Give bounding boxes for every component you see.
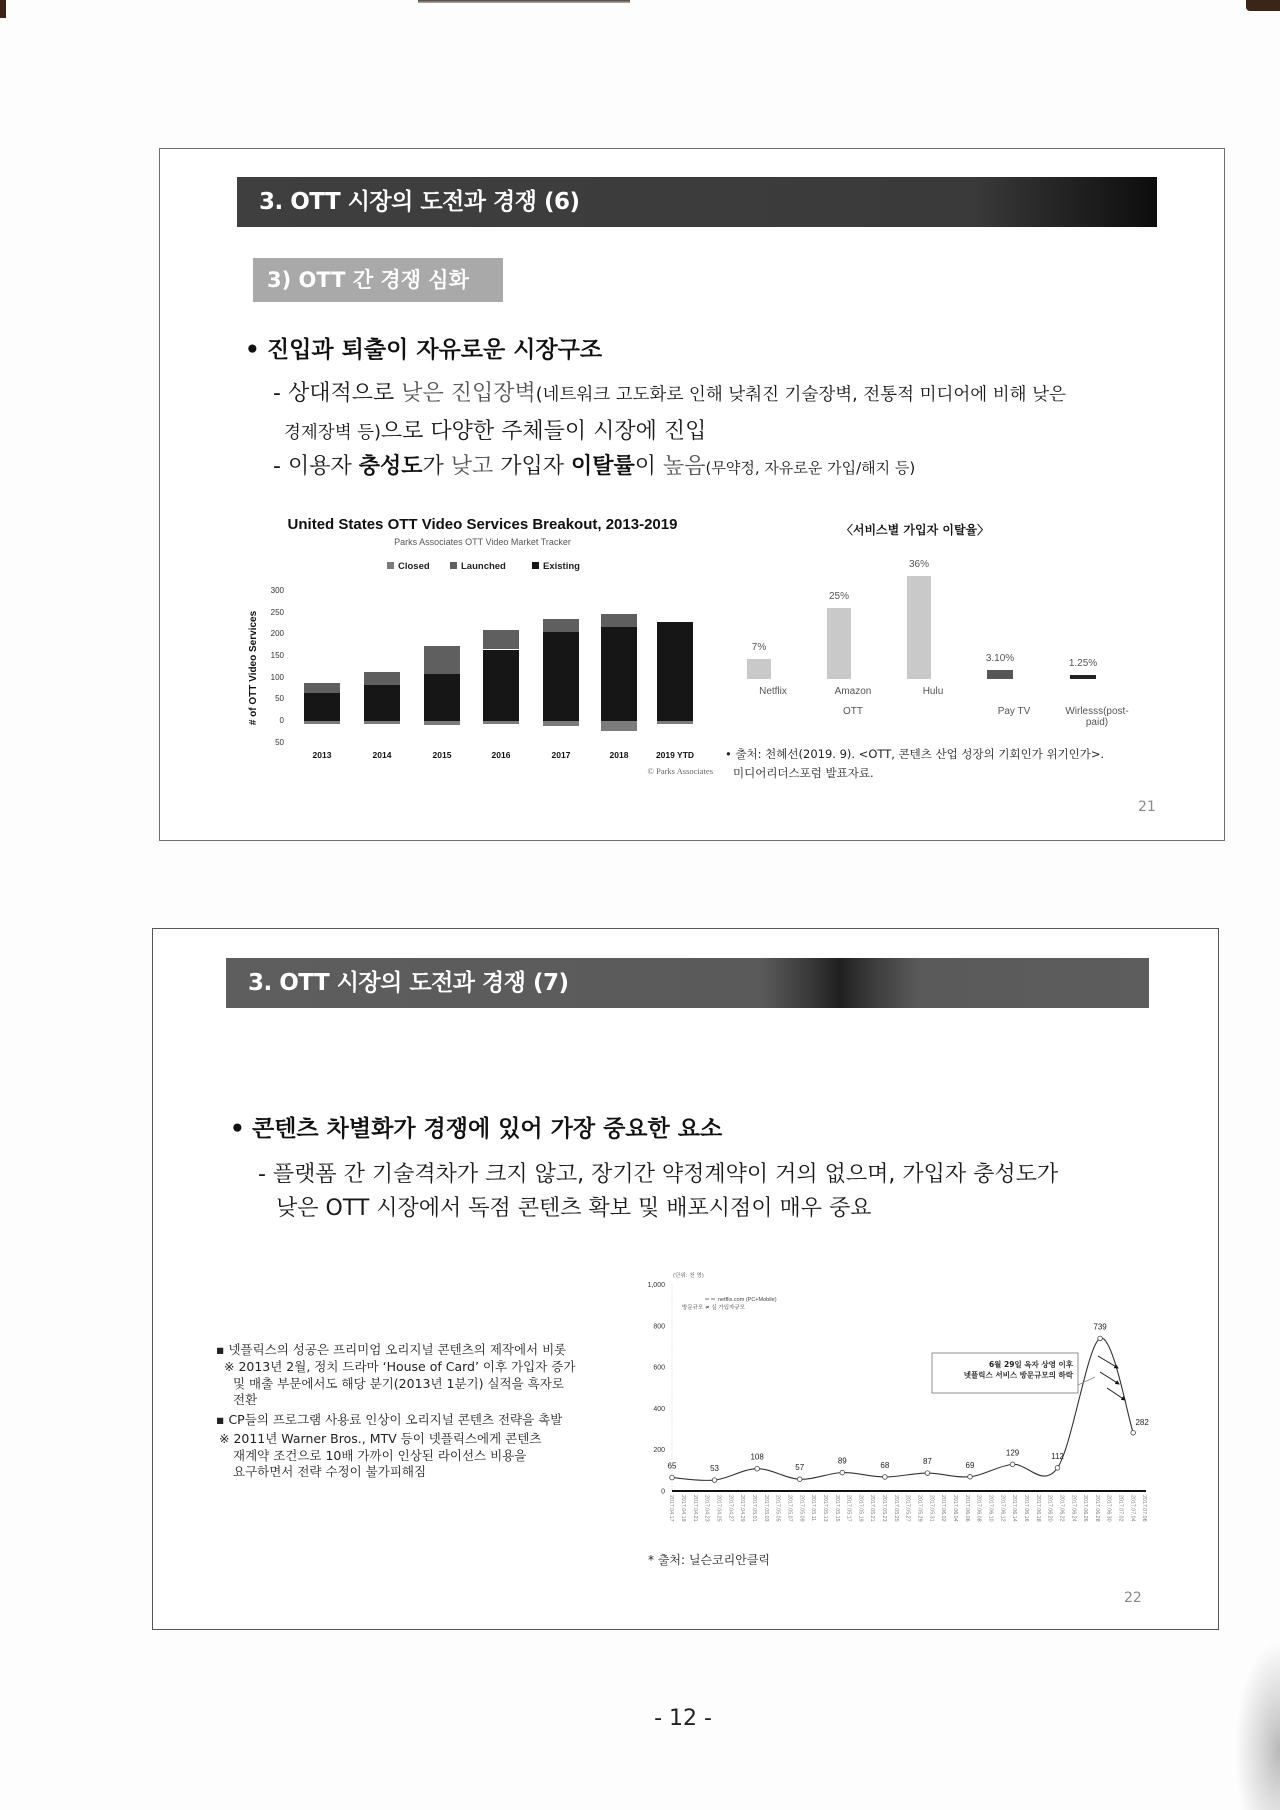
x-tick-label: 2017.06.02 xyxy=(940,1495,947,1522)
data-point xyxy=(712,1478,717,1483)
x-tick-label: 2017.05.15 xyxy=(833,1495,840,1522)
x-tick-label: 2014 xyxy=(372,750,392,760)
sub-item-lead: 이용자 xyxy=(287,454,359,479)
bar-existing xyxy=(483,650,519,721)
x-tick-label: 2017.06.22 xyxy=(1058,1495,1065,1522)
data-point xyxy=(755,1466,760,1471)
data-point xyxy=(1131,1430,1136,1435)
data-value-label: 282 xyxy=(1135,1417,1149,1427)
data-value-label: 129 xyxy=(1005,1448,1020,1458)
slide-22-source: * 출처: 닐슨코리안클릭 xyxy=(648,1553,771,1567)
x-tick-label: 2017.06.24 xyxy=(1070,1495,1077,1522)
x-tick-label: 2017.06.10 xyxy=(987,1495,994,1522)
legend-swatch xyxy=(450,562,457,569)
bar-closed xyxy=(304,721,340,724)
x-tick-label: 2016 xyxy=(491,750,511,760)
x-tick-label: 2017.06.26 xyxy=(1082,1495,1089,1522)
churn-bar xyxy=(747,659,771,679)
slide-21-sub-item-1-cont xyxy=(284,414,706,445)
note-line: 재계약 조건으로 10배 가까이 인상된 라이선스 비용을 xyxy=(233,1448,527,1463)
x-tick-label: 2017.06.06 xyxy=(963,1495,970,1522)
x-tick-label: 2017.06.18 xyxy=(1034,1495,1041,1522)
slide-21-subtitle: 3) OTT 간 경쟁 심화 xyxy=(253,258,503,302)
x-tick-label: 2017.05.01 xyxy=(750,1495,757,1522)
x-tick-label: 2017.05.29 xyxy=(916,1495,923,1522)
bar-launched xyxy=(543,619,579,632)
x-tick-label: 2017.06.28 xyxy=(1093,1495,1100,1522)
sub-item-emphasis: 낮고 xyxy=(450,454,494,479)
data-value-label: 739 xyxy=(1093,1322,1107,1332)
legend-item-launched xyxy=(450,561,506,572)
data-value-label: 112 xyxy=(1051,1451,1064,1461)
y-tick-label: 50 xyxy=(275,694,284,704)
bullet-text: 진입과 퇴출이 자유로운 시장구조 xyxy=(267,337,603,363)
data-point xyxy=(925,1471,930,1476)
x-tick-label: 2017.04.21 xyxy=(691,1495,698,1522)
y-tick-label: 300 xyxy=(270,586,284,595)
data-point xyxy=(670,1475,675,1480)
x-category-label: Wirlesss(post- xyxy=(1065,706,1129,717)
slide-21-source-line-1: • 출처: 천혜선(2019. 9). <OTT, 콘텐츠 산업 성장의 기회인가 위기인가>. xyxy=(725,747,1105,761)
note-line: ▪ CP들의 프로그램 사용료 인상이 오리지널 콘텐츠 전략을 촉발 xyxy=(216,1412,563,1427)
data-value-label: 108 xyxy=(750,1452,764,1462)
data-point xyxy=(1010,1462,1015,1467)
bullet-marker: • xyxy=(245,337,260,363)
y-tick-label: 50 xyxy=(275,737,284,747)
slide-21-source-line-2: 미디어리더스포럼 발표자료. xyxy=(733,766,874,780)
slide-21 xyxy=(159,148,1225,841)
x-tick-label: 2017.05.25 xyxy=(892,1495,899,1522)
x-tick-label: 2017.06.30 xyxy=(1105,1495,1112,1522)
note-line: 전환 xyxy=(233,1392,258,1407)
chart-title: 〈서비스별 가입자 이탈율〉 xyxy=(840,523,990,537)
x-tick-label: 2017.06.12 xyxy=(999,1495,1006,1522)
x-tick-label: 2017.05.05 xyxy=(774,1495,781,1522)
bar-launched xyxy=(304,683,340,693)
x-tick-label: 2017.07.04 xyxy=(1129,1495,1136,1522)
chart-y-axis-title: # of OTT Video Services xyxy=(248,610,259,726)
x-tick-label: 2017.05.31 xyxy=(928,1495,935,1522)
data-value-label: 89 xyxy=(837,1456,847,1466)
chart-title: United States OTT Video Services Breakout, 2013-2019 xyxy=(287,516,678,533)
x-tick-label: 2017.05.21 xyxy=(869,1495,876,1522)
y-tick-label: 400 xyxy=(653,1405,665,1413)
legend-swatch xyxy=(387,562,394,569)
legend-item-closed xyxy=(387,561,430,572)
y-tick-label: 200 xyxy=(653,1447,665,1455)
data-point xyxy=(1055,1466,1060,1471)
x-tick-label: 2017.06.08 xyxy=(975,1495,982,1522)
y-tick-label: 250 xyxy=(270,607,284,617)
data-point xyxy=(1098,1336,1103,1341)
slide-22-bullet xyxy=(230,1110,722,1143)
bar-existing xyxy=(304,693,340,721)
data-point xyxy=(968,1474,973,1479)
note-line: ※ 2013년 2월, 정치 드라마 ‘House of Card’ 이후 가입자 증가 xyxy=(224,1359,576,1374)
annotation-text: 넷플릭스 서비스 방문규모의 하락 xyxy=(963,1370,1073,1380)
x-tick-label: 2017.06.14 xyxy=(1011,1495,1018,1522)
dash: - xyxy=(273,381,288,406)
sub-item-bold-loyalty: 충성도 xyxy=(358,454,423,479)
bar-existing xyxy=(601,627,637,721)
x-tick-label: 2017.05.19 xyxy=(857,1495,864,1522)
page-number: - 12 - xyxy=(654,1706,712,1731)
x-tick-label: 2019 YTD xyxy=(655,750,695,760)
y-tick-label: 800 xyxy=(653,1323,665,1331)
bar-value-label: 25% xyxy=(828,590,849,602)
x-category-label: Netflix xyxy=(759,686,787,697)
bar-existing xyxy=(364,685,400,721)
sub-item-text: 가입자 xyxy=(493,454,571,479)
x-tick-label: 2017.06.04 xyxy=(952,1495,958,1522)
bar-closed xyxy=(657,721,693,724)
x-tick-label: 2017.05.23 xyxy=(881,1495,888,1522)
sub-item-bold-churn: 이탈률 xyxy=(570,454,635,479)
slide-number: 22 xyxy=(1124,1590,1142,1606)
bar-existing xyxy=(424,674,460,721)
bullet-text: 콘텐츠 차별화가 경쟁에 있어 가장 중요한 요소 xyxy=(252,1116,723,1142)
legend-label: netflix.com (PC+Mobile) xyxy=(718,1297,777,1303)
data-value-label: 65 xyxy=(667,1461,677,1471)
x-tick-label: 2017.05.03 xyxy=(762,1495,769,1522)
scan-shadow-bottom-right xyxy=(1200,1640,1280,1810)
data-value-label: 87 xyxy=(922,1457,932,1467)
y-tick-label: 150 xyxy=(270,651,284,660)
x-tick-label: 2017.04.29 xyxy=(739,1495,746,1522)
bullet-marker: • xyxy=(230,1116,245,1142)
bar-launched xyxy=(364,672,400,685)
y-tick-label: 600 xyxy=(653,1364,665,1372)
churn-bar xyxy=(1070,675,1096,679)
bar-value-label: 1.25% xyxy=(1068,658,1098,670)
x-category-label: Pay TV xyxy=(997,706,1031,717)
bar-closed xyxy=(543,721,579,726)
legend-label: Closed xyxy=(398,561,430,572)
data-value-label: 53 xyxy=(710,1464,720,1474)
legend-item-existing xyxy=(532,561,580,572)
y-tick-label: 0 xyxy=(661,1488,665,1496)
sub-item-text: 가 xyxy=(422,454,451,479)
group-label: OTT xyxy=(843,706,863,717)
x-tick-label: 2017.05.27 xyxy=(904,1495,911,1522)
note-line: 및 매출 부문에서도 해당 분기(2013년 1분기) 실적을 흑자로 xyxy=(233,1376,564,1391)
x-tick-label: 2017.05.13 xyxy=(821,1495,828,1522)
note-line: ▪ 넷플릭스의 성공은 프리미엄 오리지널 콘텐츠의 제작에서 비롯 xyxy=(216,1342,567,1357)
y-tick-label: 0 xyxy=(279,716,284,725)
bar-value-label: 7% xyxy=(751,642,767,654)
annotation-text: 6월 29일 옥자 상영 이후 xyxy=(988,1360,1073,1369)
x-tick-label: 2017.04.19 xyxy=(680,1495,687,1522)
arrow-down-right-icon xyxy=(1100,1372,1119,1384)
bar-closed xyxy=(424,721,460,725)
sub-item-detail: (무약정, 자유로운 가입/해지 등) xyxy=(705,459,916,477)
data-point xyxy=(797,1477,802,1482)
data-value-label: 69 xyxy=(965,1460,975,1470)
x-tick-label: 2017.05.17 xyxy=(845,1495,852,1522)
netflix-visitors-line-chart xyxy=(640,1268,1165,1538)
slide-21-bullet xyxy=(245,331,602,364)
note-line: ※ 2011년 Warner Bros., MTV 등이 넷플릭스에게 콘텐츠 xyxy=(219,1431,542,1446)
chart-subtitle: Parks Associates OTT Video Market Tracker xyxy=(394,537,571,547)
x-tick-label: 2017.07.02 xyxy=(1117,1495,1124,1522)
sub-item-lead: 상대적으로 xyxy=(287,381,402,406)
annotation-pointer xyxy=(1078,1377,1095,1385)
data-point xyxy=(840,1470,845,1475)
slide-22-title: 3. OTT 시장의 도전과 경쟁 (7) xyxy=(226,958,1149,1008)
x-category-label: Amazon xyxy=(834,686,872,697)
slide-21-title: 3. OTT 시장의 도전과 경쟁 (6) xyxy=(237,177,1157,227)
sub-item-emphasis: 높음 xyxy=(662,454,706,479)
sub-item-tail: 으로 다양한 주체들이 시장에 진입 xyxy=(380,419,707,444)
y-tick-label: 100 xyxy=(270,672,284,682)
x-tick-label: 2013 xyxy=(312,750,332,760)
bar-value-label: 36% xyxy=(908,559,929,571)
x-tick-label: 2017.05.11 xyxy=(810,1495,817,1522)
x-tick-label: 2015 xyxy=(432,750,452,760)
data-point xyxy=(883,1475,888,1480)
data-value-label: 57 xyxy=(795,1463,805,1473)
slide-22-sub-line-2: 낮은 OTT 시장에서 독점 콘텐츠 확보 및 배포시점이 매우 중요 xyxy=(276,1196,872,1221)
slide-21-sub-item-1 xyxy=(273,376,1066,407)
churn-bar xyxy=(827,608,851,679)
legend-label: Launched xyxy=(461,561,506,572)
sub-item-detail-cont: 경제장벽 등) xyxy=(284,423,381,443)
churn-bar xyxy=(987,670,1013,679)
bar-existing xyxy=(543,632,579,721)
churn-bar xyxy=(907,576,931,679)
y-tick-label: 200 xyxy=(270,629,284,639)
sub-item-text: 이 xyxy=(634,454,663,479)
x-tick-label: 2017.04.27 xyxy=(727,1495,734,1522)
bar-closed xyxy=(601,721,637,731)
legend-label: Existing xyxy=(543,561,580,572)
x-category-label: paid) xyxy=(1085,717,1109,728)
scan-edge-top-left xyxy=(0,0,6,18)
note-line: 요구하면서 전략 수정이 불가피해짐 xyxy=(233,1464,427,1479)
x-tick-label: 2017.05.09 xyxy=(798,1495,805,1522)
bar-closed xyxy=(364,721,400,724)
y-tick-label: 1,000 xyxy=(647,1282,665,1289)
scan-edge-top-right xyxy=(1246,0,1280,11)
x-tick-label: 2017.05.07 xyxy=(786,1495,793,1522)
x-tick-label: 2017.07.06 xyxy=(1141,1495,1148,1522)
bar-existing xyxy=(657,622,693,721)
bar-launched xyxy=(483,630,519,649)
dash: - xyxy=(273,454,288,479)
bar-value-label: 3.10% xyxy=(985,653,1015,665)
legend-swatch xyxy=(532,562,539,569)
slide-22-sub-line-1: - 플랫폼 간 기술격차가 크지 않고, 장기간 약정계약이 거의 없으며, 가입자 충성도가 xyxy=(258,1162,1059,1187)
x-tick-label: 2017.04.17 xyxy=(668,1495,675,1522)
chart-credit: © Parks Associates xyxy=(647,766,713,776)
scan-edge-top xyxy=(418,0,630,3)
data-value-label: 68 xyxy=(880,1460,890,1470)
x-tick-label: 2017.06.16 xyxy=(1022,1495,1029,1522)
x-tick-label: 2017.06.20 xyxy=(1046,1495,1053,1522)
unit-label: (단위: 천 명) xyxy=(673,1273,704,1279)
slide-number: 21 xyxy=(1138,799,1156,815)
x-tick-label: 2017.04.23 xyxy=(703,1495,710,1522)
x-tick-label: 2018 xyxy=(609,750,629,760)
slide-21-sub-item-2 xyxy=(273,449,915,480)
bar-closed xyxy=(483,721,519,724)
x-category-label: Hulu xyxy=(922,686,944,697)
sub-item-detail: (네트워크 고도화로 인해 낮춰진 기술장벽, 전통적 미디어에 비해 낮은 xyxy=(535,385,1066,405)
x-tick-label: 2017.04.25 xyxy=(715,1495,722,1522)
legend-note: 방문규모 ≠ 실 가입자규모 xyxy=(682,1305,745,1311)
sub-item-emphasis: 낮은 진입장벽 xyxy=(401,381,536,406)
bar-launched xyxy=(424,646,460,674)
bar-launched xyxy=(601,614,637,626)
x-tick-label: 2017 xyxy=(551,750,571,760)
